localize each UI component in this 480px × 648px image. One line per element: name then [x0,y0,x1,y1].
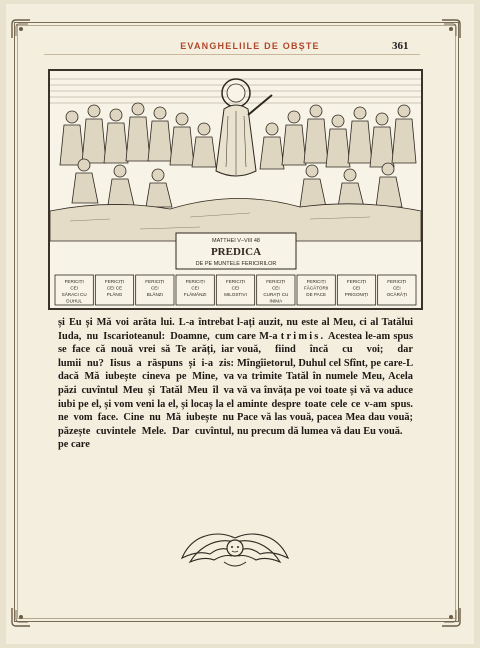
cherub-ornament-icon [180,528,290,572]
beatitude-label: CURAȚI CU [263,292,289,297]
beatitude-label: MILOSTIVI [224,292,247,297]
scripture-text: l-ați auzit, nu este al Meu, ci al Tatălui care M-a [237,317,413,342]
beatitude-label: BLÂNZI [146,292,163,297]
engraving-caption-reference: MATTHEI V–VIII 48 [212,238,260,244]
beatitude-label: FERICIȚI [185,279,205,284]
scripture-paragraph [237,316,413,438]
beatitude-label: DUHUL [66,298,83,304]
scripture-paragraph: și Eu și Mă voi arăta lui. L-a întrebat Iuda, nu Iscarioteanul: Doamne, cum se face că nouă vrei să Te arăți, iar lumii nu? Iisus a răspuns și i-a zis: dacă Mă iubește cineva pe Mine, va păzi cuvîntul Meu și Tatăl Meu îl va iubi pe el, și vom veni la el, și locaș la el ne vom face. Cine nu Mă iubește nu păzește cuvintele Mele. Dar cuvîntul, pe care [58,317,234,451]
text-column-right [237,316,413,438]
corner-ornament-icon [440,606,462,628]
beatitude-label: CEI [392,285,401,291]
sermon-on-the-mount-engraving [48,69,423,310]
page-number: 361 [392,40,409,52]
beatitude-label: CEI [70,285,79,291]
beatitude-label: FERICIȚI [64,279,84,284]
beatitude-label: FERICIȚI [306,279,326,284]
beatitude-label: FERICIȚI [225,279,246,284]
beatitude-label: FĂCĂTORII [303,285,329,291]
engraving-caption-title: PREDICA [210,246,262,258]
beatitude-label: CEI [150,285,159,291]
beatitude-label: SĂRACI CU [61,292,87,297]
beatitude-label: CEI [271,285,280,291]
beatitude-label: CEI [191,285,200,291]
beatitude-label: CEI [231,285,240,291]
corner-ornament-icon [10,18,32,40]
beatitude-label: FERICIȚI [104,279,125,284]
beatitude-label: FERICIȚI [346,279,367,284]
engraving-caption-subtitle: DE PE MUNTELE FERICIRILOR [195,261,277,267]
beatitude-label: PRIGONIȚI [344,292,369,297]
running-header-title: EVANGHELIILE DE OBȘTE [180,41,320,51]
corner-ornament-icon [10,606,32,628]
text-column-left [58,316,234,452]
beatitude-label: PLÂNG [106,292,123,297]
beatitude-label: DE PACE [306,292,327,297]
header-rule [44,54,420,55]
scripture-text: Acestea le-am spus vouă, fiind încă cu voi; dar Mîngîietorul, Duhul cel Sfînt, pe care-L va trimite Tatăl în numele Meu, Acela vă va învăța pe voi toate și vă va aduce aminte despre toate cele ce v-am spus. Pace vă las vouă, pacea Mea dau vouă; nu precum dă lumea vă dau Eu vouă. [237,330,413,437]
beatitude-label: FERICIȚI [266,279,286,284]
corner-ornament-icon [440,18,462,40]
beatitude-label: CEI CE [106,285,123,291]
beatitude-label: OCĂRÂȚI [386,292,408,297]
beatitude-label: FERICIȚI [145,279,165,284]
beatitude-label: CEI [352,285,361,291]
beatitude-label: INIMA [269,298,283,304]
beatitude-label: FERICIȚI [387,279,407,284]
scripture-emphasis: trimis. [280,330,326,342]
beatitude-label: FLĂMÂNZI [183,292,207,297]
